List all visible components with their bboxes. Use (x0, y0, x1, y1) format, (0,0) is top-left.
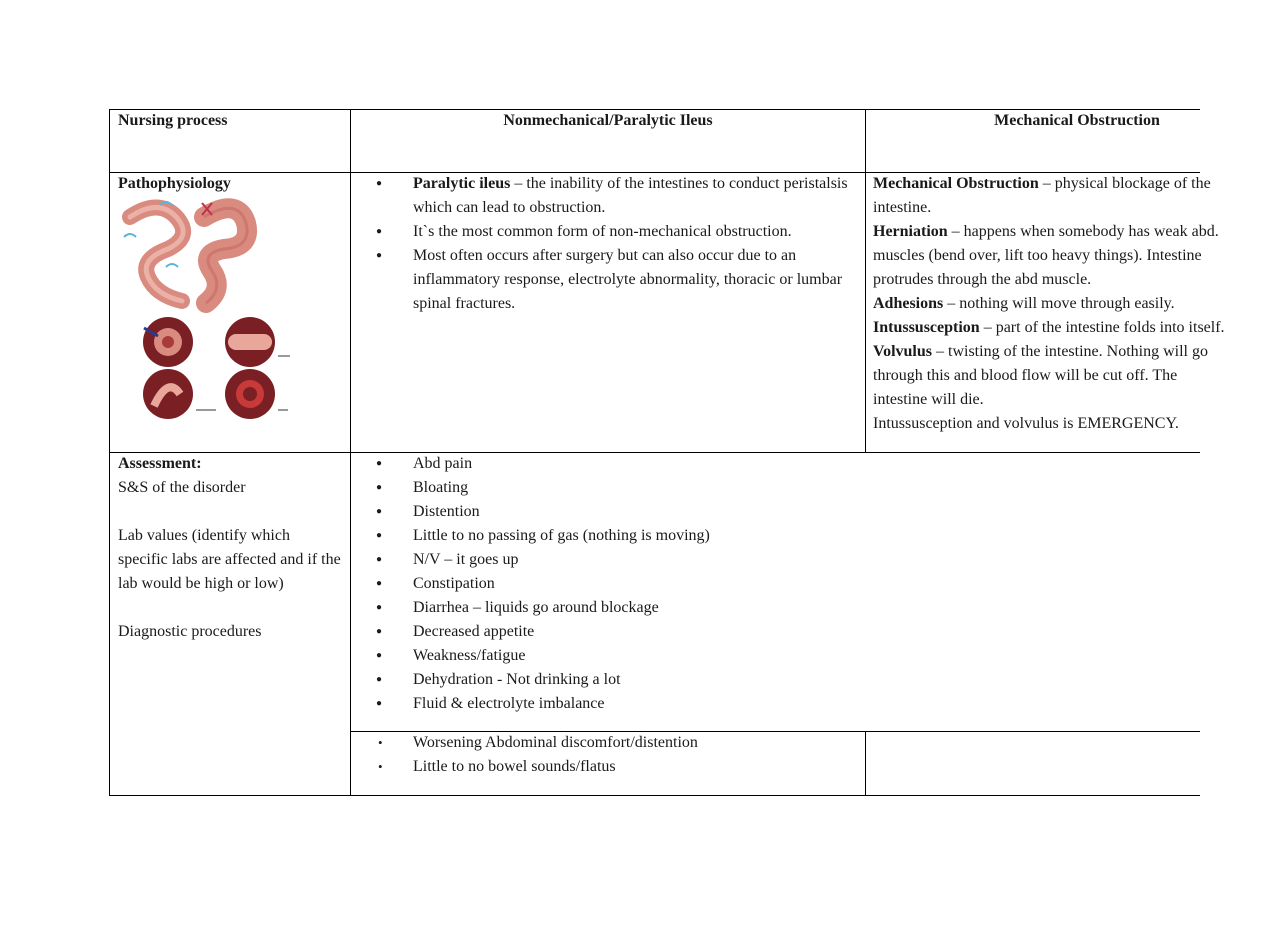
assessment-line-labs: Lab values (identify which specific labs are affected and if the lab would be high or low) (118, 527, 341, 592)
mechanical-item: Intussusception – part of the intestine folds into itself. (873, 319, 1225, 336)
lab-values-list (368, 731, 858, 779)
symptom-item: ● Fluid & electrolyte imbalance (368, 692, 858, 716)
mechanical-item: Intussusception and volvulus is EMERGENCY. (873, 415, 1179, 432)
assessment-label: Assessment: (118, 455, 202, 472)
paralytic-item: ● Most often occurs after surgery but can also occur due to an inflammatory response, electrolyte abnormality, thoracic or lumbar spinal fractures. (368, 244, 858, 316)
intestine-illustration-icon (120, 197, 254, 307)
mechanical-item: Volvulus – twisting of the intestine. Nothing will go through this and blood flow will be cut off. The intestine will die. (873, 343, 1208, 408)
symptom-item: ● Dehydration - Not drinking a lot (368, 668, 858, 692)
paralytic-item: ● Paralytic ileus – the inability of the intestines to conduct peristalsis which can lead to obstruction. (368, 172, 858, 220)
symptom-item: ● Decreased appetite (368, 620, 858, 644)
header-nursing-process: Nursing process (118, 112, 228, 129)
table-bottom-border (109, 795, 1200, 796)
symptom-item: ● N/V – it goes up (368, 548, 858, 572)
col-divider-1 (350, 109, 351, 796)
assessment-line-diagnostics: Diagnostic procedures (118, 623, 262, 640)
lab-item: • Little to no bowel sounds/flatus (368, 755, 858, 779)
paralytic-ileus-list (368, 172, 858, 316)
symptom-item: ● Bloating (368, 476, 858, 500)
table-left-border (109, 109, 110, 796)
symptom-item: ● Weakness/fatigue (368, 644, 858, 668)
symptom-item: ● Distention (368, 500, 858, 524)
col-divider-2a (865, 109, 866, 453)
mechanical-obstruction-text (873, 172, 1225, 452)
col-divider-2b (865, 731, 866, 796)
symptom-item: ● Abd pain (368, 452, 858, 476)
paralytic-item: ● It`s the most common form of non-mechanical obstruction. (368, 220, 858, 244)
lab-item: • Worsening Abdominal discomfort/distention (368, 731, 858, 755)
symptom-item: ● Diarrhea – liquids go around blockage (368, 596, 858, 620)
mechanical-item: Herniation – happens when somebody has weak abd. muscles (bend over, lift too heavy things). Intestine protrudes through the abd muscle. (873, 223, 1219, 288)
header-paralytic-ileus: Nonmechanical/Paralytic Ileus (503, 112, 713, 129)
pathophysiology-label: Pathophysiology (118, 175, 231, 192)
intussusception-circle-icon (140, 316, 300, 422)
symptom-item: ● Little to no passing of gas (nothing is moving) (368, 524, 858, 548)
assessment-cell (118, 452, 343, 644)
assessment-line-ss: S&S of the disorder (118, 479, 246, 496)
mechanical-item: Mechanical Obstruction – physical blockage of the intestine. (873, 175, 1211, 216)
header-mechanical-obstruction: Mechanical Obstruction (994, 112, 1160, 129)
symptoms-list (368, 452, 858, 716)
symptom-item: ● Constipation (368, 572, 858, 596)
mechanical-item: Adhesions – nothing will move through easily. (873, 295, 1175, 312)
